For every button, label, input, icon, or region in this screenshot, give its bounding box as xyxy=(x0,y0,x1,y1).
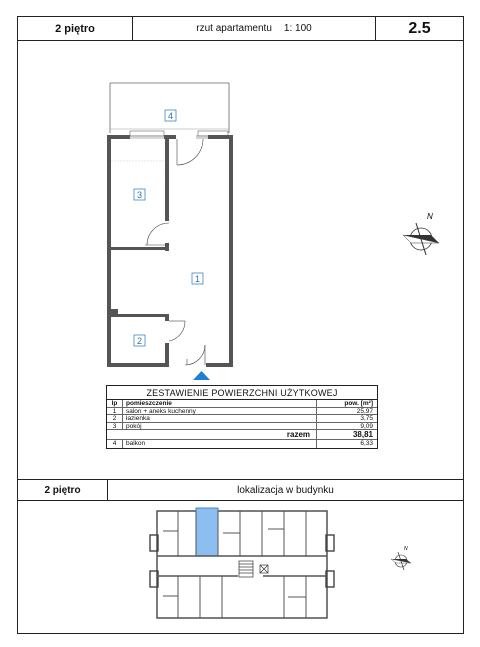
location-title: lokalizacja w budynku xyxy=(237,484,334,496)
floor-plan xyxy=(18,41,463,381)
building-location-area xyxy=(18,501,463,633)
row-name: salon + aneks kuchenny xyxy=(123,408,317,415)
doors xyxy=(145,139,205,365)
area-table xyxy=(106,385,378,449)
walls xyxy=(107,135,233,367)
row-name: łazienka xyxy=(123,415,317,422)
plan-title xyxy=(133,17,376,40)
row-name: pokój xyxy=(123,423,317,430)
plan-scale: 1: 100 xyxy=(283,23,312,34)
unit-number: 2.5 xyxy=(408,19,431,37)
total-row xyxy=(107,430,377,440)
col-lp: lp xyxy=(107,400,123,407)
plan-label: rzut apartamentu xyxy=(196,23,272,34)
room-label-1: 1 xyxy=(194,274,201,284)
table-row xyxy=(107,415,377,423)
col-area: pow. [m²] xyxy=(344,400,373,407)
total-value: 38,81 xyxy=(352,430,373,439)
row-area: 3,75 xyxy=(360,415,373,422)
row-lp: 4 xyxy=(107,440,123,448)
table-row xyxy=(107,408,377,416)
location-compass-letter: N xyxy=(404,546,408,552)
windows xyxy=(111,136,208,161)
total-label: razem xyxy=(123,430,317,439)
room-label-4: 4 xyxy=(167,111,174,121)
plan-sheet xyxy=(17,16,464,634)
row-lp: 3 xyxy=(107,423,123,430)
location-floor: 2 piętro xyxy=(18,480,108,500)
row-area: 9,09 xyxy=(360,422,373,430)
table-row xyxy=(107,423,377,431)
row-lp: 1 xyxy=(107,408,123,415)
row-name: balkon xyxy=(123,440,317,448)
area-table-title: ZESTAWIENIE POWIERZCHNI UŻYTKOWEJ xyxy=(107,386,377,400)
header-bar xyxy=(18,17,463,41)
row-lp: 2 xyxy=(107,415,123,422)
location-header xyxy=(18,479,463,501)
room-label-2: 2 xyxy=(136,336,143,346)
room-label-3: 3 xyxy=(136,190,143,200)
highlighted-apartment xyxy=(196,508,218,556)
row-area: 6,33 xyxy=(360,440,373,447)
building-plan xyxy=(18,501,463,633)
entrance-arrow-icon xyxy=(193,371,210,380)
building-interior xyxy=(157,511,327,618)
floor-label: 2 piętro xyxy=(18,17,133,40)
total-spacer xyxy=(107,430,123,439)
balcony xyxy=(110,83,229,136)
area-table-header xyxy=(107,400,377,408)
location-compass-icon xyxy=(391,546,411,570)
col-room: pomieszczenie xyxy=(123,400,317,407)
compass-icon xyxy=(403,212,439,255)
compass-letter: N xyxy=(427,212,433,221)
elevator-icon xyxy=(260,565,268,573)
row-area: 25,97 xyxy=(356,407,373,415)
table-row xyxy=(107,440,377,448)
stair-icon xyxy=(239,561,253,577)
